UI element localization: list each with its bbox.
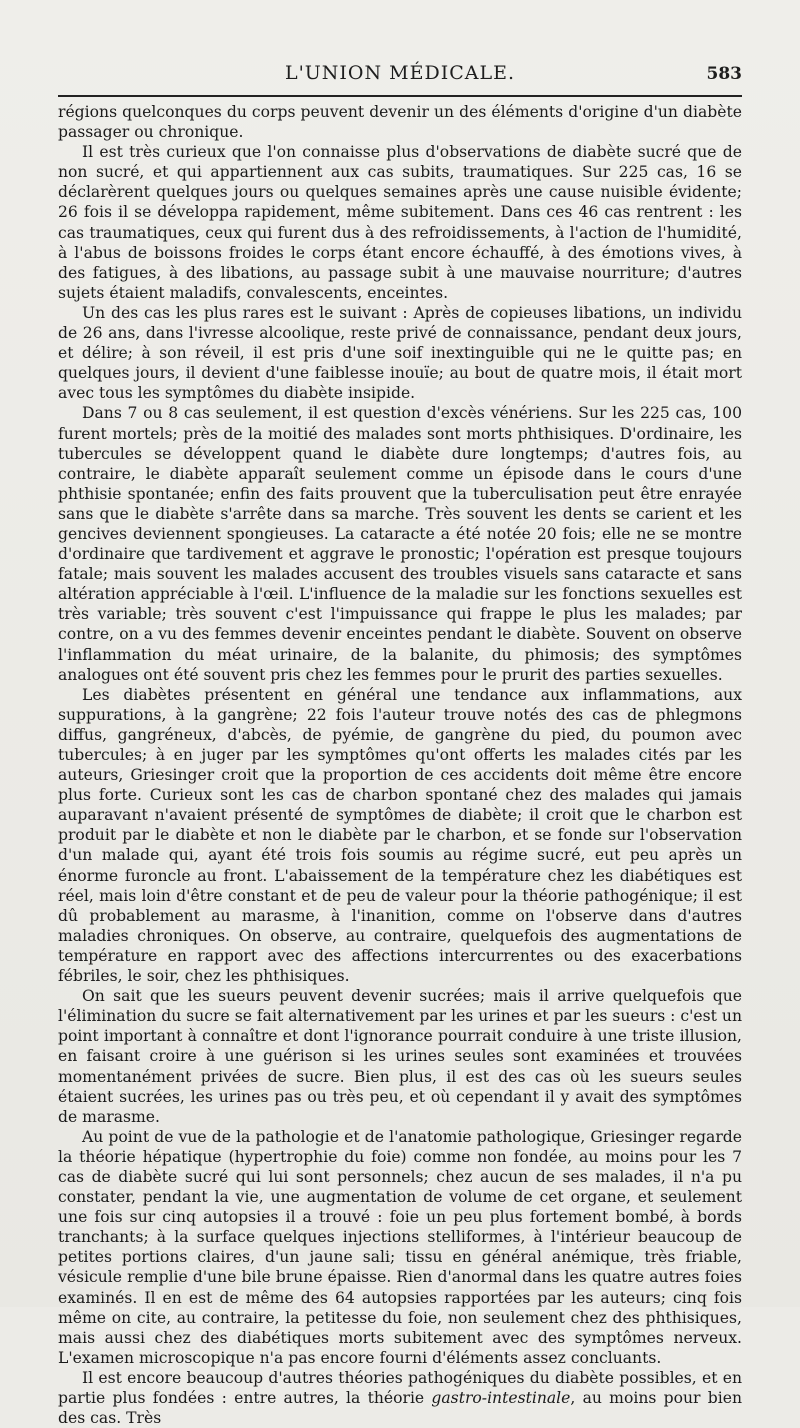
paragraph-6: On sait que les sueurs peuvent devenir sucrées; mais il arrive quelquefois que l'élimination du sucre se fait alternativement par les urines et par les sueurs : c'est un point important à connaître et dont l'ignorance pourrait conduire à une triste illusion, en faisant croire à une guérison si les urines seules sont examinées et trouvées momentanément privées de sucre. Bien plus, il est des cas où les sueurs seules étaient sucrées, les urines pas ou très peu, et où cependant il y avait des symptômes de marasme. — [58, 987, 742, 1126]
paragraph-8-italic-term: gastro-intestinale — [431, 1389, 571, 1407]
paragraph-2: Il est très curieux que l'on connaisse plus d'observations de diabète sucré que de non sucré, et qui appartiennent aux cas subits, traumatiques. Sur 225 cas, 16 se déclarèrent quelques jours ou quelques semaines après une cause nuisible évidente; 26 fois il se développa rapidement, même subitement. Dans ces 46 cas rentrent : les cas traumatiques, ceux qui furent dus à des refroidissements, à l'action de l'humidité, à l'abus de boissons froides le corps étant encore échauffé, à des émotions vives, à des fatigues, à des libations, au passage subit à une mauvaise nourriture; d'autres sujets étaient maladifs, convalescents, enceintes. — [58, 143, 742, 302]
paragraph-5: Les diabètes présentent en général une tendance aux inflammations, aux suppurations, à la gangrène; 22 fois l'auteur trouve notés des cas de phlegmons diffus, gangréneux, d'abcès, de pyémie, de gangrène du pied, du poumon avec tubercules; à en juger par les symptômes qu'ont offerts les malades cités par les auteurs, Griesinger croit que la proportion de ces accidents doit même être encore plus forte. Curieux sont les cas de charbon spontané chez des malades qui jamais auparavant n'avaient présenté de symptômes de diabète; il croit que le charbon est produit par le diabète et non le diabète par le charbon, et se fonde sur l'observation d'un malade qui, ayant été trois fois soumis au régime sucré, eut peu après un énorme furoncle au front. L'abaissement de la température chez les diabétiques est réel, mais loin d'être constant et de peu de valeur pour la théorie pathogénique; il est dû probablement au marasme, à l'inanition, comme on l'observe dans d'autres maladies chroniques. On observe, au contraire, quelquefois des augmentations de température en rapport avec des affections intercurrentes ou des exacerbations fébriles, le soir, chez les phthisiques. — [58, 685, 742, 986]
page-header — [58, 62, 742, 92]
header-rule — [58, 95, 742, 97]
article-body — [58, 102, 742, 1428]
paragraph-4: Dans 7 ou 8 cas seulement, il est question d'excès vénériens. Sur les 225 cas, 100 furent mortels; près de la moitié des malades sont morts phthisiques. D'ordinaire, les tubercules se développent quand le diabète dure longtemps; d'autres fois, au contraire, le diabète apparaît seulement comme un épisode dans le cours d'une phthisie spontanée; enfin des faits prouvent que la tuberculisation peut être enrayée sans que le diabète s'arrête dans sa marche. Très souvent les dents se carient et les gencives deviennent spongieuses. La cataracte a été notée 20 fois; elle ne se montre d'ordinaire que tardivement et aggrave le pronostic; l'opération est presque toujours fatale; mais souvent les malades accusent des troubles visuels sans cataracte et sans altération appréciable à l'œil. L'influence de la maladie sur les fonctions sexuelles est très variable; très souvent c'est l'impuissance qui frappe le plus les malades; par contre, on a vu des femmes devenir enceintes pendant le diabète. Souvent on observe l'inflammation du méat urinaire, de la balanite, du phimosis; des symptômes analogues ont été souvent pris chez les femmes pour le prurit des parties sexuelles. — [58, 404, 742, 684]
running-title: L'UNION MÉDICALE. — [284, 62, 516, 84]
paragraph-8-text-after: , au moins pour bien des cas. Très — [58, 1389, 742, 1428]
paragraph-8 — [58, 1368, 742, 1428]
paragraph-3: Un des cas les plus rares est le suivant : Après de copieuses libations, un individu de 26 ans, dans l'ivresse alcoolique, reste privé de connaissance, pendant deux jours, et délire; à son réveil, il est pris d'une soif inextinguible qui ne le quitte pas; en quelques jours, il devient d'une faiblesse inouïe; au bout de quatre mois, il était mort avec tous les symptômes du diabète insipide. — [58, 303, 742, 403]
paragraph-8-text-before: Il est encore beaucoup d'autres théories pathogéniques du diabète possibles, et en partie plus fondées : entre autres, la théorie — [58, 1368, 742, 1407]
paragraph-1: régions quelconques du corps peuvent devenir un des éléments d'origine d'un diabète passager ou chronique. — [58, 103, 742, 142]
paragraph-7: Au point de vue de la pathologie et de l'anatomie pathologique, Griesinger regarde la théorie hépatique (hypertrophie du foie) comme non fondée, au moins pour les 7 cas de diabète sucré qui lui sont personnels; chez aucun de ses malades, il n'a pu constater, pendant la vie, une augmentation de volume de cet organe, et seulement une fois sur cinq autopsies il a trouvé : foie un peu plus fortement bombé, à bords tranchants; à la surface quelques injections stelliformes, à l'intérieur beaucoup de petites portions claires, d'un jaune sali; tissu en général anémique, très friable, vésicule remplie d'une bile brune épaisse. Rien d'anormal dans les quatre autres foies examinés. Il en est de même des 64 autopsies rapportées par les auteurs; cinq fois même on cite, au contraire, la petitesse du foie, non seulement chez des phthisiques, mais aussi chez des diabétiques morts subitement avec des symptômes nerveux. L'examen microscopique n'a pas encore fourni d'éléments assez concluants. — [58, 1127, 742, 1367]
page-number: 583 — [706, 64, 742, 84]
